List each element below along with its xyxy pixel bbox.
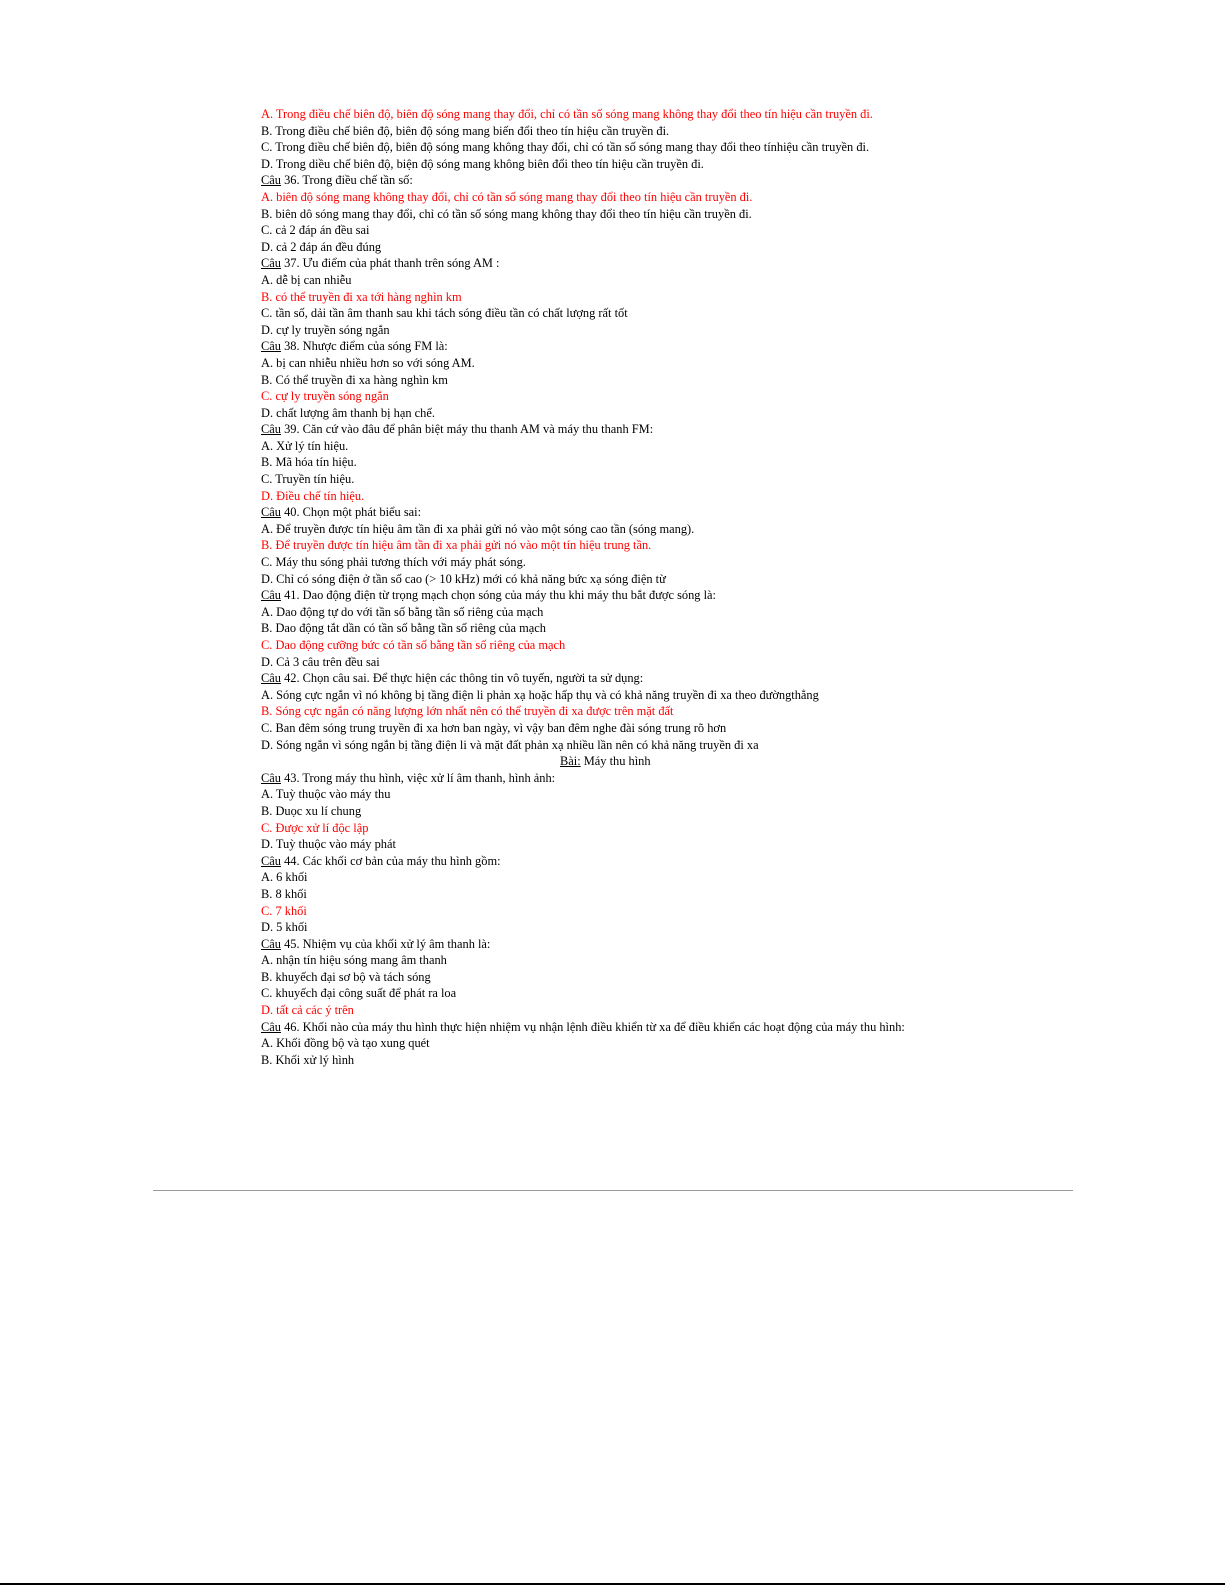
question-line <box>261 770 1161 787</box>
answer-option: C. Máy thu sóng phải tương thích với máy phát sóng. <box>261 555 526 570</box>
answer-option: B. Mã hóa tín hiệu. <box>261 455 357 470</box>
answer-option: D. Tuỳ thuộc vào máy phát <box>261 837 396 852</box>
answer-option-correct: C. Được xử lí độc lập <box>261 820 369 835</box>
question-text: 37. Ưu điểm của phát thanh trên sóng AM : <box>280 256 500 271</box>
question-text: 44. Các khối cơ bản của máy thu hình gồm: <box>280 853 501 868</box>
document-page-content <box>261 106 1161 1068</box>
answer-option: D. Cả 3 câu trên đều sai <box>261 654 380 669</box>
answer-option: A. 6 khối <box>261 870 308 885</box>
answer-option-correct: B. có thể truyền đi xa tới hàng nghìn km <box>261 289 462 304</box>
answer-option: D. Sóng ngắn vì sóng ngắn bị tầng điện li và mặt đất phản xạ nhiều lần nên có khả năng truyền đi xa <box>261 737 759 752</box>
answer-option: C. Truyền tín hiệu. <box>261 472 355 487</box>
question-label: Câu <box>261 339 281 354</box>
answer-option-correct: A. biên độ sóng mang không thay đổi, chỉ có tần số sóng mang thay đổi theo tín hiệu cần truyền đi. <box>261 189 753 204</box>
answer-option: A. Sóng cực ngắn vì nó không bị tầng điện li phản xạ hoặc hấp thụ và có khả năng truyền đi xa theo đườngthẳng <box>261 687 819 702</box>
answer-option-correct: C. cự ly truyền sóng ngắn <box>261 389 389 404</box>
answer-option: B. Dao động tắt dần có tần số bằng tần số riêng của mạch <box>261 621 546 636</box>
question-text: 46. Khối nào của máy thu hình thực hiện nhiệm vụ nhận lệnh điều khiển từ xa để điều khiển các hoạt động của máy thu hình: <box>280 1019 905 1034</box>
answer-option: B. khuyếch đại sơ bộ và tách sóng <box>261 969 431 984</box>
answer-option: B. Duọc xu lí chung <box>261 803 362 818</box>
question-text: 36. Trong điều chế tần số: <box>280 173 413 188</box>
section-heading <box>261 753 1161 770</box>
question-label: Câu <box>261 505 281 520</box>
question-label: Câu <box>261 588 281 603</box>
question-text: 41. Dao động điện từ trọng mạch chọn sóng của máy thu khi máy thu bắt được sóng là: <box>280 588 716 603</box>
question-label: Câu <box>261 173 281 188</box>
answer-option-correct: C. Dao động cưỡng bức có tần số bằng tần số riêng của mạch <box>261 638 566 652</box>
answer-option: A. dễ bị can nhiễu <box>261 272 352 287</box>
answer-option: C. Trong điều chế biên độ, biên độ sóng mang không thay đổi, chỉ có tần số sóng mang thay đổi theo tínhiệu cần truyền đi. <box>261 140 870 155</box>
answer-option: B. 8 khối <box>261 886 307 901</box>
question-label: Câu <box>261 770 281 785</box>
question-text: 38. Nhược điểm của sóng FM là: <box>280 339 448 354</box>
answer-option: A. Xử lý tín hiệu. <box>261 438 349 453</box>
answer-option: A. nhận tín hiệu sóng mang âm thanh <box>261 953 447 968</box>
question-label: Câu <box>261 1019 281 1034</box>
question-line <box>261 255 1161 272</box>
question-text: 43. Trong máy thu hình, việc xử lí âm thanh, hình ảnh: <box>280 770 556 785</box>
question-label: Câu <box>261 853 281 868</box>
answer-option-correct: B. Sóng cực ngắn có năng lượng lớn nhất nên có thể truyền đi xa được trên mặt đất <box>261 704 674 719</box>
page-divider <box>153 1190 1073 1191</box>
answer-option: D. 5 khối <box>261 920 308 935</box>
question-line <box>261 504 1161 521</box>
answer-option: A. Để truyền được tín hiệu âm tần đi xa phải gửi nó vào một sóng cao tần (sóng mang). <box>261 521 695 536</box>
answer-option: B. biên dô sóng mang thay đổi, chỉ có tần số sóng mang không thay đổi theo tín hiệu cần truyền đi. <box>261 206 752 221</box>
answer-option: C. cả 2 đáp án đều sai <box>261 223 370 238</box>
question-line <box>261 421 1161 438</box>
section-title: Máy thu hình <box>580 754 651 769</box>
answer-option-correct: A. Trong điều chế biên độ, biên độ sóng mang thay đổi, chỉ có tần số sóng mang không thay đổi theo tín hiệu cần truyền đi. <box>261 107 873 121</box>
answer-option-correct: B. Để truyền được tín hiệu âm tần đi xa phải gửi nó vào một tín hiệu trung tần. <box>261 538 652 553</box>
question-line <box>261 587 1161 604</box>
question-line <box>261 1019 1161 1036</box>
question-label: Câu <box>261 936 281 951</box>
question-text: 42. Chọn câu sai. Để thực hiện các thông tin vô tuyến, người ta sử dụng: <box>280 671 644 686</box>
section-label: Bài: <box>560 754 581 769</box>
answer-option: D. Chỉ có sóng điện ở tần số cao (> 10 kHz) mới có khả năng bức xạ sóng điện từ <box>261 571 666 586</box>
answer-option: D. Trong diều chế biên độ, biện độ sóng mang không biên đổi theo tín hiệu cần truyền đi. <box>261 156 704 171</box>
answer-option: D. chất lượng âm thanh bị hạn chế. <box>261 405 435 420</box>
question-label: Câu <box>261 256 281 271</box>
question-line <box>261 172 1161 189</box>
question-line <box>261 338 1161 355</box>
answer-option-correct: D. Điều chế tín hiệu. <box>261 488 365 503</box>
answer-option: C. tần số, dải tần âm thanh sau khi tách sóng điều tần có chất lượng rất tốt <box>261 306 628 321</box>
question-line <box>261 853 1161 870</box>
question-label: Câu <box>261 422 281 437</box>
answer-option: D. cự ly truyền sóng ngắn <box>261 322 390 337</box>
answer-option-correct: C. 7 khối <box>261 903 307 918</box>
answer-option: B. Có thể truyền đi xa hàng nghìn km <box>261 372 448 387</box>
question-text: 45. Nhiệm vụ của khối xử lý âm thanh là: <box>280 936 491 951</box>
answer-option: C. khuyếch đại công suất để phát ra loa <box>261 986 457 1001</box>
answer-option: A. Tuỳ thuộc vào máy thu <box>261 787 391 802</box>
answer-option: A. Dao động tự do với tần số bằng tần số riêng của mạch <box>261 604 544 619</box>
answer-option-correct: D. tất cả các ý trên <box>261 1003 354 1018</box>
answer-option: A. Khối đồng bộ và tạo xung quét <box>261 1036 430 1051</box>
question-label: Câu <box>261 671 281 686</box>
question-text: 40. Chọn một phát biểu sai: <box>280 505 422 520</box>
question-line <box>261 936 1161 953</box>
question-text: 39. Căn cứ vào đâu để phân biệt máy thu thanh AM và máy thu thanh FM: <box>280 422 654 437</box>
answer-option: B. Trong điều chế biên độ, biên độ sóng mang biến đổi theo tín hiệu cần truyền đi. <box>261 123 670 138</box>
answer-option: A. bị can nhiễu nhiều hơn so với sóng AM. <box>261 355 475 370</box>
question-line <box>261 670 1161 687</box>
answer-option: C. Ban đêm sóng trung truyền đi xa hơn ban ngày, vì vậy ban đêm nghe đài sóng trung rõ hơn <box>261 720 727 735</box>
answer-option: B. Khối xử lý hình <box>261 1052 355 1067</box>
answer-option: D. cả 2 đáp án đều đúng <box>261 239 382 254</box>
